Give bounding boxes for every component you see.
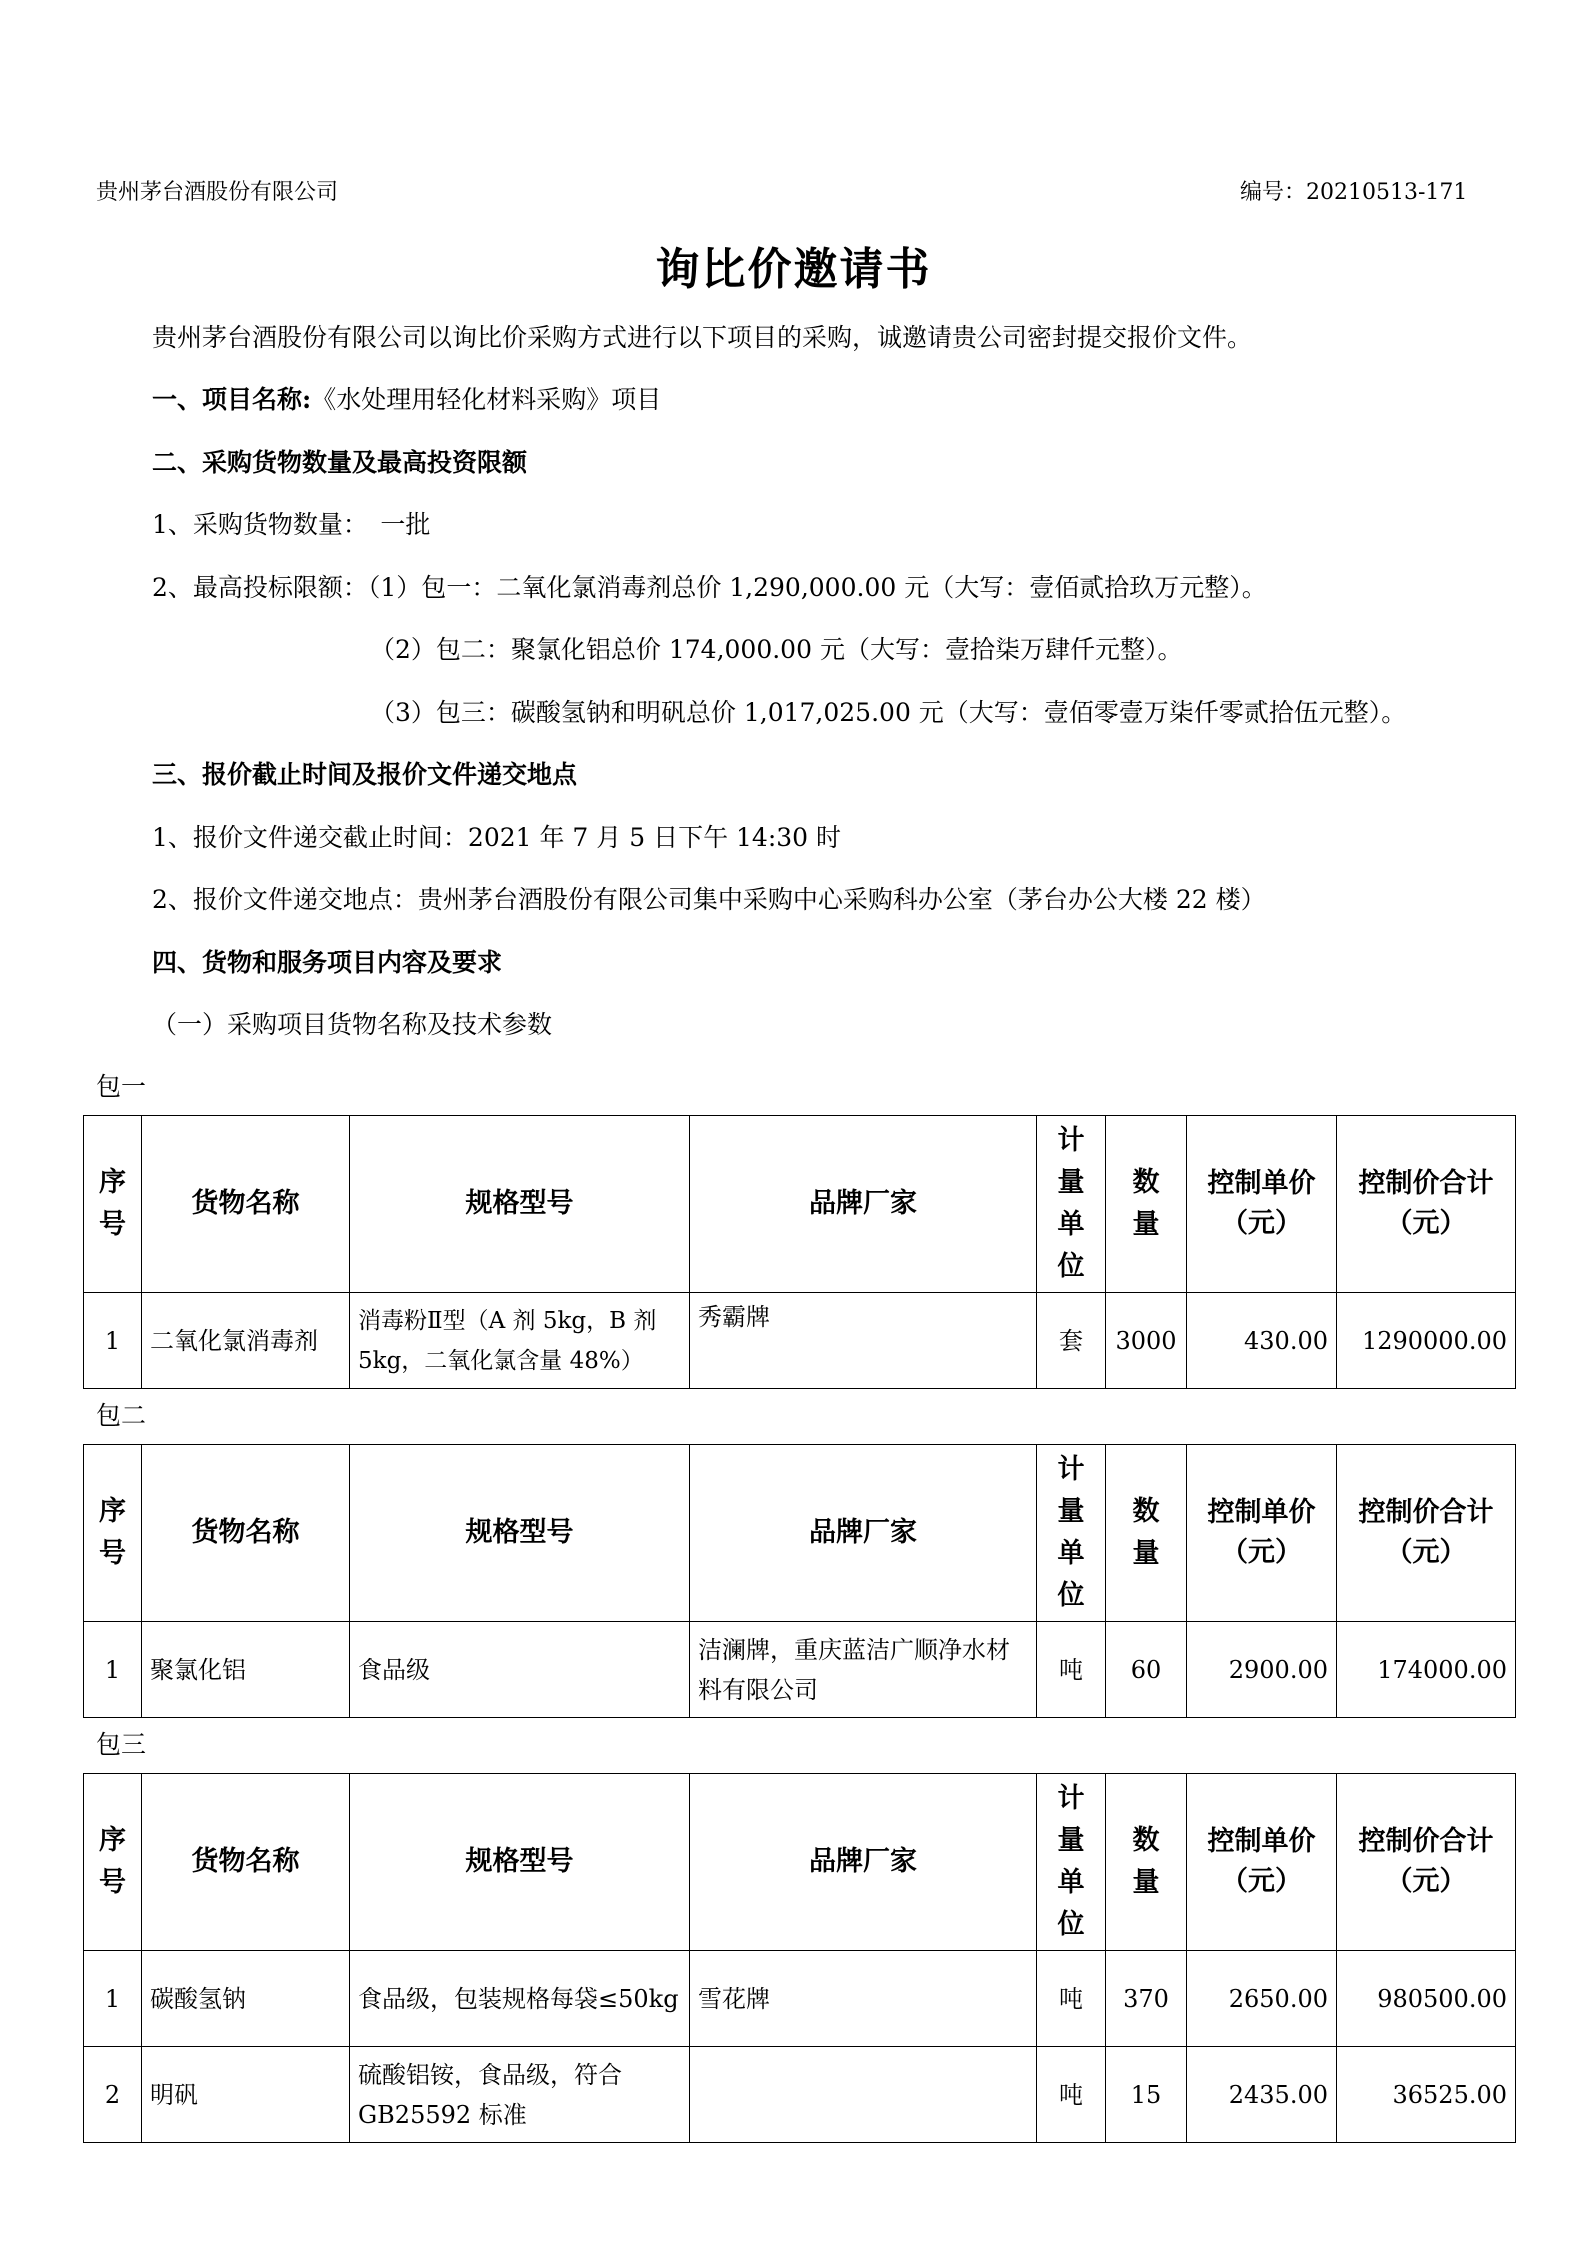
cell-brand: 雪花牌 — [690, 1951, 1037, 2047]
header-name: 货物名称 — [142, 1116, 350, 1293]
header-name: 货物名称 — [142, 1774, 350, 1951]
header-name: 货物名称 — [142, 1445, 350, 1622]
table-row — [84, 2047, 1516, 2143]
document-number: 编号：20210513-171 — [1240, 180, 1468, 205]
cell-seq: 2 — [84, 2047, 142, 2143]
cell-name: 明矾 — [142, 2047, 350, 2143]
header-total: 控制价合计（元） — [1337, 1116, 1516, 1293]
header-brand: 品牌厂家 — [690, 1774, 1037, 1951]
header-unit: 计量单位 — [1037, 1445, 1106, 1622]
header-seq: 序号 — [84, 1774, 142, 1951]
cell-brand: 洁澜牌，重庆蓝洁广顺净水材料有限公司 — [690, 1622, 1037, 1718]
header-unit-price: 控制单价（元） — [1187, 1445, 1337, 1622]
table-row — [84, 1951, 1516, 2047]
cell-qty: 370 — [1106, 1951, 1187, 2047]
section4-subheading: （一）采购项目货物名称及技术参数 — [152, 1010, 553, 1039]
max-bid-limit-1: 2、最高投标限额：（1）包一：二氧化氯消毒剂总价 1,290,000.00 元（大写：壹佰贰拾玖万元整）。 — [152, 573, 1267, 602]
cell-unit-price: 430.00 — [1187, 1293, 1337, 1389]
cell-unit: 吨 — [1037, 2047, 1106, 2143]
cell-brand — [690, 2047, 1037, 2143]
submission-location: 2、报价文件递交地点：贵州茅台酒股份有限公司集中采购中心采购科办公室（茅台办公大楼 22 楼） — [152, 885, 1266, 914]
cell-total: 1290000.00 — [1337, 1293, 1516, 1389]
package-label: 包二 — [96, 1401, 147, 1430]
cell-name: 二氧化氯消毒剂 — [142, 1293, 350, 1389]
header-qty: 数量 — [1106, 1774, 1187, 1951]
purchase-quantity: 1、采购货物数量： 一批 — [152, 510, 431, 539]
cell-unit: 吨 — [1037, 1951, 1106, 2047]
project-name-value: 《水处理用轻化材料采购》项目 — [311, 385, 662, 414]
header-unit-price: 控制单价（元） — [1187, 1116, 1337, 1293]
table-row — [84, 1622, 1516, 1718]
header-qty: 数量 — [1106, 1445, 1187, 1622]
project-name-line — [152, 380, 661, 416]
cell-name: 聚氯化铝 — [142, 1622, 350, 1718]
header-spec: 规格型号 — [350, 1445, 690, 1622]
cell-total: 174000.00 — [1337, 1622, 1516, 1718]
cell-brand: 秀霸牌 — [690, 1293, 1037, 1389]
submission-deadline: 1、报价文件递交截止时间：2021 年 7 月 5 日下午 14:30 时 — [152, 823, 842, 852]
header-unit: 计量单位 — [1037, 1116, 1106, 1293]
intro-paragraph: 贵州茅台酒股份有限公司以询比价采购方式进行以下项目的采购，诚邀请贵公司密封提交报价文件。 — [152, 323, 1253, 352]
header-unit: 计量单位 — [1037, 1774, 1106, 1951]
cell-seq: 1 — [84, 1622, 142, 1718]
max-bid-limit-2: （2）包二：聚氯化铝总价 174,000.00 元（大写：壹拾柒万肆仟元整）。 — [370, 635, 1183, 664]
cell-spec: 消毒粉Ⅱ型（A 剂 5kg，B 剂 5kg，二氧化氯含量 48%） — [350, 1293, 690, 1389]
cell-spec: 食品级 — [350, 1622, 690, 1718]
header-spec: 规格型号 — [350, 1774, 690, 1951]
section3-heading: 三、报价截止时间及报价文件递交地点 — [152, 760, 578, 789]
cell-seq: 1 — [84, 1293, 142, 1389]
cell-qty: 60 — [1106, 1622, 1187, 1718]
cell-qty: 15 — [1106, 2047, 1187, 2143]
cell-total: 36525.00 — [1337, 2047, 1516, 2143]
package-3-table — [83, 1773, 1516, 2143]
cell-unit: 套 — [1037, 1293, 1106, 1389]
cell-unit: 吨 — [1037, 1622, 1106, 1718]
header-unit-price: 控制单价（元） — [1187, 1774, 1337, 1951]
cell-qty: 3000 — [1106, 1293, 1187, 1389]
cell-unit-price: 2900.00 — [1187, 1622, 1337, 1718]
cell-seq: 1 — [84, 1951, 142, 2047]
header-qty: 数量 — [1106, 1116, 1187, 1293]
cell-total: 980500.00 — [1337, 1951, 1516, 2047]
cell-unit-price: 2435.00 — [1187, 2047, 1337, 2143]
header-brand: 品牌厂家 — [690, 1116, 1037, 1293]
table-row — [84, 1293, 1516, 1389]
section4-heading: 四、货物和服务项目内容及要求 — [152, 948, 503, 977]
cell-spec: 食品级，包装规格每袋≤50kg — [350, 1951, 690, 2047]
header-spec: 规格型号 — [350, 1116, 690, 1293]
package-2-table — [83, 1444, 1516, 1718]
cell-name: 碳酸氢钠 — [142, 1951, 350, 2047]
cell-spec: 硫酸铝铵，食品级，符合 GB25592 标准 — [350, 2047, 690, 2143]
package-label: 包三 — [96, 1730, 147, 1759]
project-name-label: 一、项目名称: — [152, 385, 312, 414]
header-seq: 序号 — [84, 1445, 142, 1622]
max-bid-limit-3: （3）包三：碳酸氢钠和明矾总价 1,017,025.00 元（大写：壹佰零壹万柒仟零贰拾伍元整）。 — [370, 698, 1407, 727]
page-title: 询比价邀请书 — [655, 244, 932, 295]
section2-heading: 二、采购货物数量及最高投资限额 — [152, 448, 528, 477]
cell-unit-price: 2650.00 — [1187, 1951, 1337, 2047]
package-label: 包一 — [96, 1072, 147, 1101]
header-total: 控制价合计（元） — [1337, 1445, 1516, 1622]
package-1-table — [83, 1115, 1516, 1389]
company-name: 贵州茅台酒股份有限公司 — [96, 180, 339, 205]
header-total: 控制价合计（元） — [1337, 1774, 1516, 1951]
header-brand: 品牌厂家 — [690, 1445, 1037, 1622]
header-seq: 序号 — [84, 1116, 142, 1293]
